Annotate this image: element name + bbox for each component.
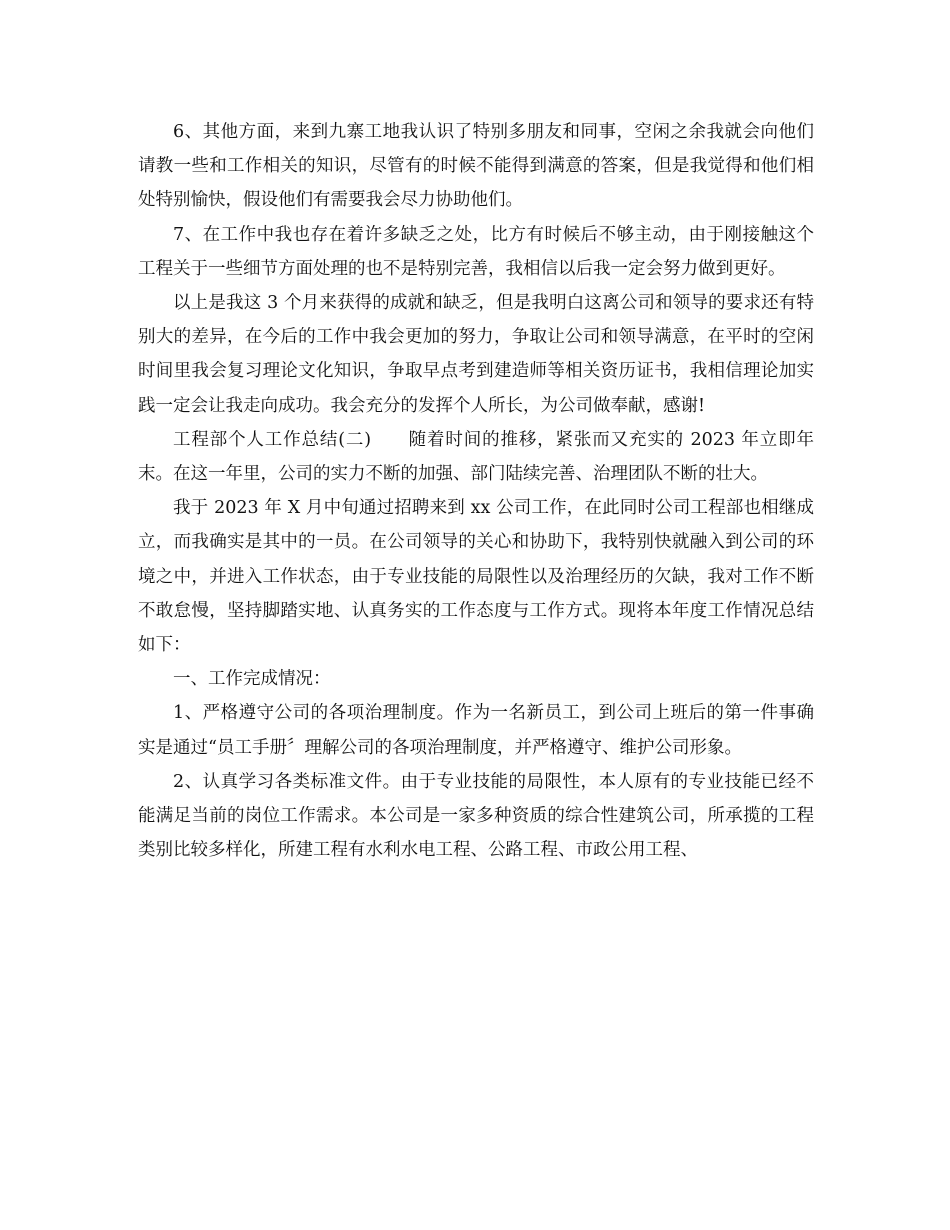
paragraph: 工程部个人工作总结(二) 随着时间的推移，紧张而又充实的 2023 年立即年末。在这一年里，公司的实力不断的加强、部门陆续完善、治理团队不断的壮大。 xyxy=(138,429,814,485)
paragraph: 2、认真学习各类标准文件。由于专业技能的局限性，本人原有的专业技能已经不能满足当前的岗位工作需求。本公司是一家多种资质的综合性建筑公司，所承揽的工程类别比较多样化，所建工程有水利水电工程、公路工程、市政公用工程、 xyxy=(138,771,814,861)
paragraph: 6、其他方面，来到九寨工地我认识了特别多朋友和同事，空闲之余我就会向他们请教一些和工作相关的知识，尽管有的时候不能得到满意的答案，但是我觉得和他们相处特别愉快，假设他们有需要我会尽力协助他们。 xyxy=(138,122,814,211)
paragraph: 7、在工作中我也存在着许多缺乏之处，比方有时候后不够主动，由于刚接触这个工程关于一些细节方面处理的也不是特别完善，我相信以后我一定会努力做到更好。 xyxy=(138,224,814,279)
paragraph: 1、严格遵守公司的各项治理制度。作为一名新员工，到公司上班后的第一件事确实是通过“员工手册〞理解公司的各项治理制度，并严格遵守、维护公司形象。 xyxy=(138,703,814,758)
document-body xyxy=(138,115,814,867)
paragraph: 以上是我这 3 个月来获得的成就和缺乏，但是我明白这离公司和领导的要求还有特别大的差异，在今后的工作中我会更加的努力，争取让公司和领导满意，在平时的空闲时间里我会复习理论文化知识，争取早点考到建造师等相关资历证书，我相信理论加实践一定会让我走向成功。我会充分的发挥个人所长，为公司做奉献，感谢! xyxy=(138,293,814,416)
paragraph: 我于 2023 年 X 月中旬通过招聘来到 xx 公司工作，在此同时公司工程部也相继成立，而我确实是其中的一员。在公司领导的关心和协助下，我特别快就融入到公司的环境之中，并进入工作状态，由于专业技能的局限性以及治理经历的欠缺，我对工作不断不敢怠慢，坚持脚踏实地、认真务实的工作态度与工作方式。现将本年度工作情况总结如下： xyxy=(138,498,814,656)
section-heading: 一、工作完成情况： xyxy=(173,669,331,690)
